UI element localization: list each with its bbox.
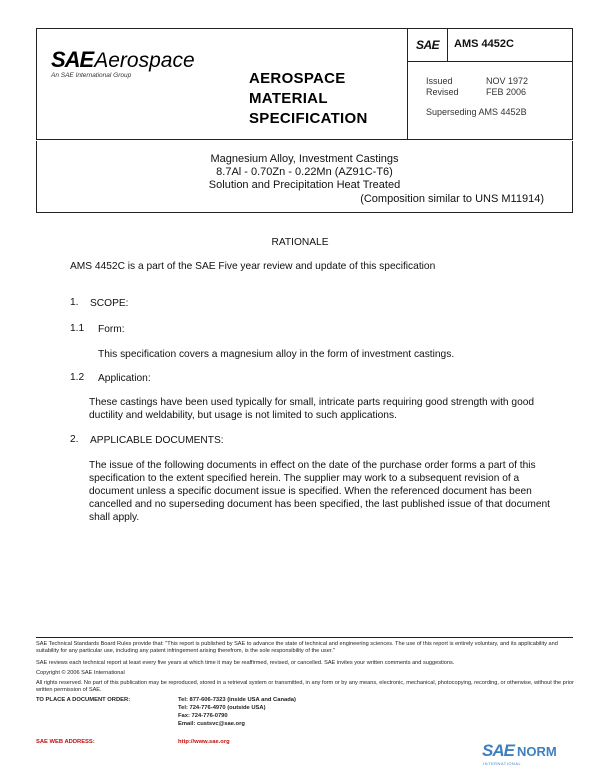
- section-1-2-title: Application:: [98, 373, 151, 384]
- issued-row: [426, 76, 528, 87]
- web-label: SAE WEB ADDRESS:: [36, 739, 95, 745]
- contact-block: [178, 696, 296, 728]
- issued-value: NOV 1972: [486, 76, 529, 86]
- section-1-title: SCOPE:: [90, 298, 129, 309]
- rationale-heading: RATIONALE: [271, 237, 329, 248]
- document-title: [249, 69, 368, 129]
- issue-info-panel: [408, 62, 572, 139]
- material-subtitle-box: [36, 141, 573, 213]
- section-1-1-title: Form:: [98, 324, 125, 335]
- footer-rules-text: SAE Technical Standards Board Rules provide that: "This report is published by SAE to advance the state of technical and engineering sciences. The use of this report is entirely voluntary, and its applicability and suitability for any particular use, including any patent infringement arising therefrom, is the sole responsibility of the user.": [36, 641, 558, 654]
- revised-value: FEB 2006: [486, 87, 527, 97]
- sae-small-logo: SAE: [416, 38, 440, 52]
- section-1-number: 1.: [70, 297, 79, 308]
- logo-brand: SAE: [51, 47, 94, 72]
- section-1-1-number: 1.1: [70, 323, 85, 334]
- phone-us: Tel: 877-606-7323 (inside USA and Canada): [178, 697, 296, 703]
- web-link[interactable]: http://www.sae.org: [178, 739, 230, 745]
- sae-norm-subtext: INTERNATIONAL: [483, 761, 522, 766]
- title-line-2: MATERIAL: [249, 90, 328, 107]
- composition-note: (Composition similar to UNS M11914): [360, 193, 544, 205]
- doc-number-divider: [447, 29, 448, 62]
- header-left-panel: [37, 29, 407, 139]
- section-1-2-text: These castings have been used typically for small, intricate parts requiring good strength with good ductility and weldability, but usage is not limited to such applications.: [89, 397, 535, 421]
- order-label: TO PLACE A DOCUMENT ORDER:: [36, 697, 131, 703]
- section-1-2-number: 1.2: [70, 372, 85, 383]
- subtitle-line-1: Magnesium Alloy, Investment Castings: [210, 153, 399, 165]
- sae-aerospace-logo: [51, 47, 195, 79]
- sae-norm-word: NORM: [516, 743, 557, 759]
- superseding-note: Superseding AMS 4452B: [426, 107, 527, 117]
- sae-norm-logo: [482, 741, 557, 761]
- title-line-1: AEROSPACE: [249, 70, 346, 87]
- revised-label: Revised: [426, 87, 459, 97]
- spec-header-box: [36, 28, 573, 140]
- sae-norm-brand: SAE: [482, 741, 514, 760]
- footer-rule: [36, 637, 573, 638]
- section-2-number: 2.: [70, 434, 79, 445]
- logo-name: Aerospace: [94, 49, 195, 72]
- subtitle-line-2: 8.7Al - 0.70Zn - 0.22Mn (AZ91C-T6): [216, 166, 393, 178]
- footer-copyright: Copyright © 2006 SAE International: [36, 670, 125, 676]
- footer-review-text: SAE reviews each technical report at least every five years at which time it may be reaffirmed, revised, or cancelled. SAE invites your written comments and suggestions.: [36, 660, 455, 666]
- footer-rights-text: All rights reserved. No part of this publication may be reproduced, stored in a retrieval system or transmitted, in any form or by any means, electronic, mechanical, photocopying, recording, or otherwise, without the prior written permission of SAE.: [36, 680, 574, 693]
- email-address[interactable]: Email: custsvc@sae.org: [178, 721, 245, 727]
- section-2-title: APPLICABLE DOCUMENTS:: [90, 435, 224, 446]
- issued-label: Issued: [426, 76, 453, 86]
- doc-number-panel: [408, 29, 572, 62]
- revised-row: [426, 87, 526, 98]
- subtitle-line-3: Solution and Precipitation Heat Treated: [208, 179, 401, 191]
- phone-intl: Tel: 724-776-4970 (outside USA): [178, 705, 266, 711]
- section-1-1-text: This specification covers a magnesium alloy in the form of investment castings.: [98, 349, 455, 360]
- fax-number: Fax: 724-776-0790: [178, 713, 228, 719]
- title-line-3: SPECIFICATION: [249, 110, 368, 127]
- section-2-text: The issue of the following documents in effect on the date of the purchase order forms a part of this specification to the extent specified herein. The supplier may work to a subsequent revision of a document unless a specific document issue is specified. When the referenced document has been cancelled and no superseding document has been specified, the last published issue of that document shall apply.: [89, 460, 551, 523]
- doc-number: AMS 4452C: [454, 38, 514, 50]
- rationale-text: AMS 4452C is a part of the SAE Five year review and update of this specification: [70, 261, 436, 272]
- logo-tagline: An SAE International Group: [51, 72, 132, 79]
